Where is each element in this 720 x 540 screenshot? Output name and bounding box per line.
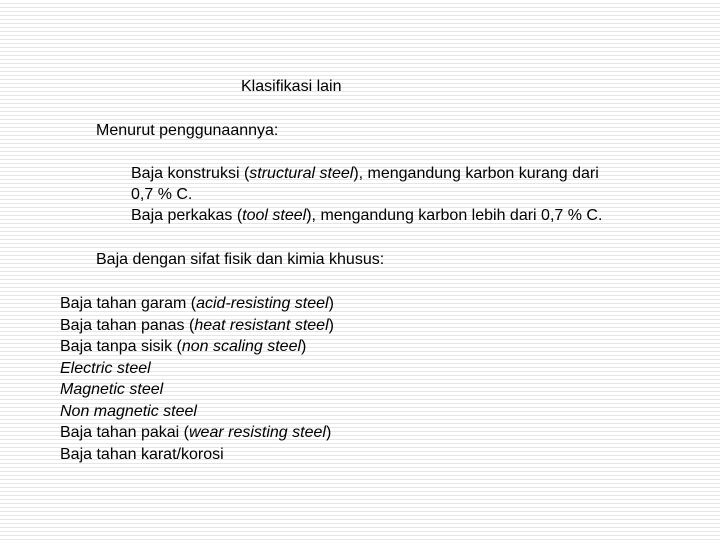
usage-item-tool: Baja perkakas (tool steel), mengandung karbon lebih dari 0,7 % C.	[131, 207, 603, 224]
list-item: Baja tanpa sisik (non scaling steel)	[60, 338, 307, 355]
usage-list	[131, 163, 691, 226]
slide-title: Klasifikasi lain	[241, 78, 342, 95]
usage-item-structural-line1: Baja konstruksi (structural steel), mengandung karbon kurang dari	[131, 165, 599, 182]
usage-heading: Menurut penggunaannya:	[96, 122, 279, 139]
list-item: Baja tahan karat/korosi	[60, 445, 224, 463]
list-item: Baja tahan garam (acid-resisting steel)	[60, 295, 334, 312]
list-item: Electric steel	[60, 359, 151, 377]
special-heading: Baja dengan sifat fisik dan kimia khusus:	[96, 251, 385, 268]
list-item: Baja tahan panas (heat resistant steel)	[60, 316, 334, 334]
list-item: Magnetic steel	[60, 381, 164, 398]
list-item: Non magnetic steel	[60, 402, 197, 420]
usage-item-structural-line2: 0,7 % C.	[131, 186, 193, 203]
special-list	[60, 293, 334, 465]
list-item: Baja tahan pakai (wear resisting steel)	[60, 424, 332, 441]
